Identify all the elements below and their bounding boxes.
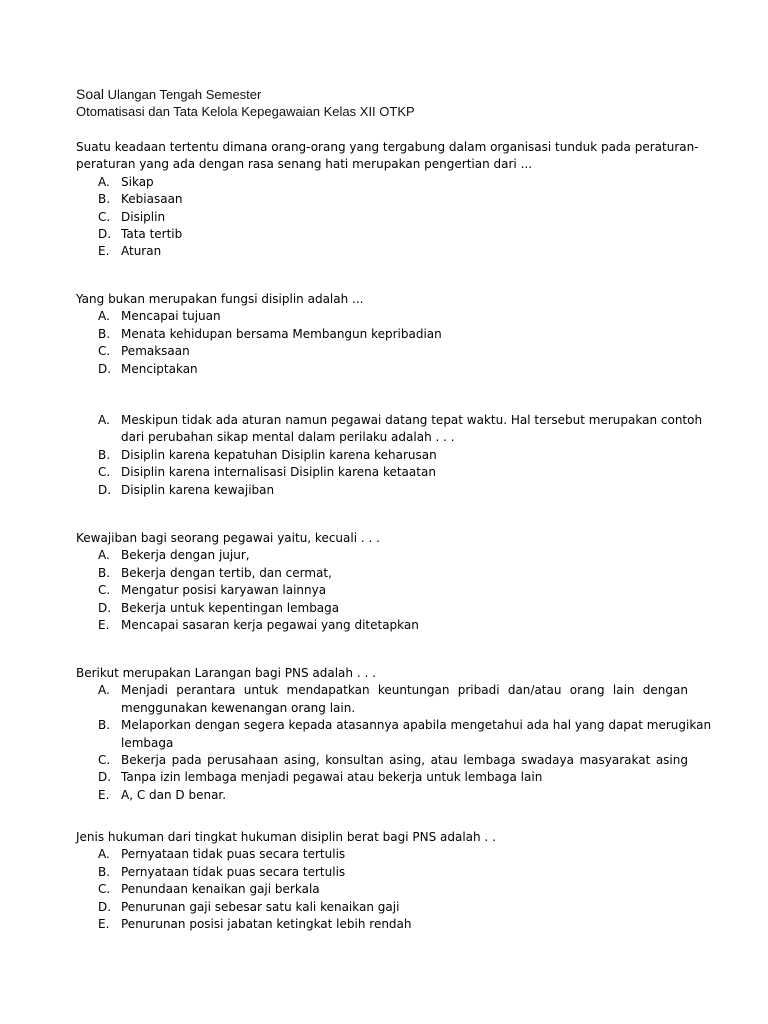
question-1-option-c	[76, 209, 688, 226]
option-letter: B.	[98, 864, 111, 879]
option-text: Disiplin karena kepatuhan Disiplin karena keharusan	[121, 447, 437, 462]
option-letter: D.	[98, 770, 112, 785]
option-text: Menciptakan	[121, 361, 198, 376]
question-4-option-b	[76, 565, 688, 582]
option-text: Pemaksaan	[121, 344, 190, 359]
option-letter: E.	[98, 244, 110, 259]
option-letter: D.	[98, 361, 112, 376]
document-subtitle: Otomatisasi dan Tata Kelola Kepegawaian Kelas XII OTKP	[76, 104, 415, 119]
question-5-options	[76, 682, 712, 804]
option-letter: D.	[98, 899, 112, 914]
option-text: Sikap	[121, 174, 154, 189]
option-letter: A.	[98, 174, 110, 189]
document-title-prefix: Soal	[76, 86, 105, 102]
option-letter: D.	[98, 482, 112, 497]
option-letter: C.	[98, 583, 111, 598]
question-5-option-c	[76, 752, 688, 769]
question-3-option-c	[76, 464, 688, 481]
option-letter: B.	[98, 326, 111, 341]
question-2-option-d	[76, 361, 688, 378]
option-text: Bekerja pada perusahaan asing, konsultan asing, atau lembaga swadaya masyarakat asing	[121, 753, 688, 768]
question-4-option-c	[76, 582, 688, 599]
option-letter: C.	[98, 465, 111, 480]
option-text: Penundaan kenaikan gaji berkala	[121, 882, 320, 897]
option-text: Disiplin karena internalisasi Disiplin karena ketaatan	[121, 465, 436, 480]
question-6-option-c	[76, 881, 688, 898]
question-1-option-a	[76, 174, 688, 191]
question-1-stem-line-1: Suatu keadaan tertentu dimana orang-orang yang tergabung dalam organisasi tunduk pada peraturan-	[76, 140, 699, 154]
option-letter: E.	[98, 917, 110, 932]
question-4	[76, 530, 688, 634]
question-1-option-e	[76, 243, 688, 260]
option-text: Tanpa izin lembaga menjadi pegawai atau bekerja untuk lembaga lain	[121, 770, 543, 785]
document-title-rest: Ulangan Tengah Semester	[104, 87, 262, 102]
question-6-options	[76, 846, 688, 933]
question-6	[76, 829, 688, 933]
option-text-line-1: Menjadi perantara untuk mendapatkan keuntungan pribadi dan/atau orang lain dengan	[121, 683, 688, 698]
question-6-option-e	[76, 916, 688, 933]
option-letter: B.	[98, 718, 111, 733]
question-1	[76, 139, 699, 261]
option-text-line-2: menggunakan kewenangan orang lain.	[121, 700, 356, 715]
question-1-stem-line-2: peraturan yang ada dengan rasa senang hati merupakan pengertian dari ...	[76, 157, 533, 172]
question-6-option-a	[76, 846, 688, 863]
option-text: Penurunan posisi jabatan ketingkat lebih rendah	[121, 917, 412, 932]
option-letter: A.	[98, 548, 110, 563]
question-5-option-a	[76, 682, 688, 717]
question-2-option-c	[76, 343, 688, 360]
question-5-stem: Berikut merupakan Larangan bagi PNS adalah . . .	[76, 666, 376, 680]
option-text: Tata tertib	[121, 227, 183, 242]
question-3	[76, 412, 703, 499]
option-text: Bekerja dengan jujur,	[121, 548, 250, 563]
option-letter: A.	[98, 309, 110, 324]
option-letter: A.	[98, 413, 110, 427]
option-text: Penurunan gaji sebesar satu kali kenaikan gaji	[121, 899, 400, 914]
option-text: Bekerja untuk kepentingan lembaga	[121, 600, 340, 615]
question-4-option-d	[76, 600, 688, 617]
question-2-stem: Yang bukan merupakan fungsi disiplin adalah ...	[76, 292, 364, 306]
option-letter: B.	[98, 447, 111, 462]
question-3-option-b	[76, 447, 688, 464]
option-text: Mencapai sasaran kerja pegawai yang ditetapkan	[121, 618, 419, 633]
option-text: Pernyataan tidak puas secara tertulis	[121, 864, 346, 879]
document-title	[76, 86, 696, 103]
question-5-option-d	[76, 769, 688, 786]
option-letter: E.	[98, 787, 110, 802]
option-text-line-1: Melaporkan dengan segera kepada atasannya apabila mengetahui ada hal yang dapat merugikan	[121, 718, 712, 733]
option-text: Pernyataan tidak puas secara tertulis	[121, 847, 346, 862]
question-1-option-b	[76, 191, 688, 208]
option-text: Disiplin karena kewajiban	[121, 482, 275, 497]
option-letter: C.	[98, 209, 111, 224]
option-text: Aturan	[121, 244, 162, 259]
question-5	[76, 665, 712, 804]
option-letter: A.	[98, 683, 110, 698]
document-header	[76, 86, 696, 120]
option-letter: D.	[98, 600, 112, 615]
option-text: A, C dan D benar.	[121, 787, 227, 802]
option-text: Menata kehidupan bersama Membangun kepribadian	[121, 326, 442, 341]
option-text: Disiplin	[121, 209, 166, 224]
question-3-option-d	[76, 482, 688, 499]
question-1-stem	[76, 139, 699, 174]
option-letter: B.	[98, 192, 111, 207]
option-text: Bekerja dengan tertib, dan cermat,	[121, 565, 332, 580]
option-text-line-2: lembaga	[121, 735, 174, 750]
question-2-options	[76, 308, 688, 378]
question-4-options	[76, 547, 688, 634]
question-3-option-a	[76, 412, 703, 447]
option-letter: E.	[98, 618, 110, 633]
option-text: Mengatur posisi karyawan lainnya	[121, 583, 327, 598]
option-text-line-1: Meskipun tidak ada aturan namun pegawai datang tepat waktu. Hal tersebut merupakan contoh	[121, 413, 703, 427]
option-letter: C.	[98, 882, 111, 897]
question-6-option-d	[76, 899, 688, 916]
question-2	[76, 291, 688, 378]
option-letter: B.	[98, 565, 111, 580]
question-6-stem: Jenis hukuman dari tingkat hukuman disiplin berat bagi PNS adalah . .	[76, 830, 496, 844]
option-text: Mencapai tujuan	[121, 309, 221, 324]
question-2-option-b	[76, 326, 688, 343]
question-5-option-e	[76, 787, 688, 804]
question-4-option-e	[76, 617, 688, 634]
question-5-option-b	[76, 717, 712, 752]
option-text-line-2: dari perubahan sikap mental dalam perilaku adalah . . .	[121, 430, 455, 445]
question-4-stem: Kewajiban bagi seorang pegawai yaitu, kecuali . . .	[76, 531, 380, 545]
option-letter: C.	[98, 344, 111, 359]
question-1-options	[76, 174, 688, 261]
question-3-options	[76, 412, 703, 499]
question-4-option-a	[76, 547, 688, 564]
question-6-option-b	[76, 864, 688, 881]
question-1-option-d	[76, 226, 688, 243]
option-letter: C.	[98, 753, 111, 768]
question-2-option-a	[76, 308, 688, 325]
option-letter: A.	[98, 847, 110, 862]
option-text: Kebiasaan	[121, 192, 183, 207]
option-letter: D.	[98, 227, 112, 242]
